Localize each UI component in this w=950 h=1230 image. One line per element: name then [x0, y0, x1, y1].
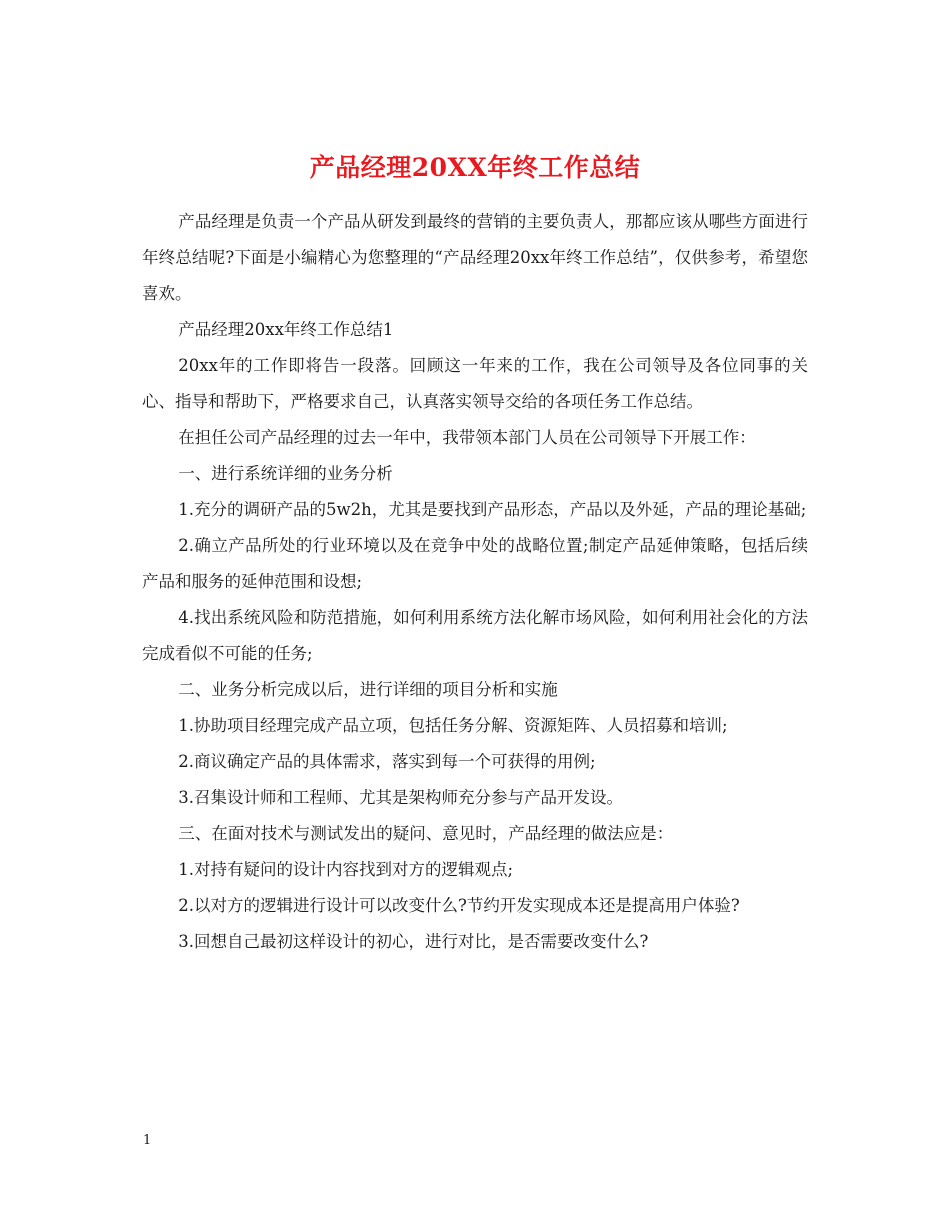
paragraph-intro: 产品经理是负责一个产品从研发到最终的营销的主要负责人，那都应该从哪些方面进行年终总结呢?下面是小编精心为您整理的“产品经理20xx年终工作总结”，仅供参考，希望您喜欢。 — [142, 212, 808, 303]
list-heading: 二、业务分析完成以后，进行详细的项目分析和实施 — [178, 680, 558, 699]
list-item: 3.回想自己最初这样设计的初心，进行对比，是否需要改变什么? — [178, 932, 649, 951]
section-heading: 产品经理20xx年终工作总结1 — [178, 320, 394, 339]
list-heading: 一、进行系统详细的业务分析 — [178, 464, 393, 483]
list-item: 1.充分的调研产品的5w2h，尤其是要找到产品形态，产品以及外延，产品的理论基础; — [178, 500, 807, 519]
document-title: 产品经理20XX年终工作总结 — [309, 152, 641, 182]
document-body — [142, 204, 808, 960]
list-heading: 三、在面对技术与测试发出的疑问、意见时，产品经理的做法应是： — [178, 824, 674, 843]
list-item: 2.确立产品所处的行业环境以及在竞争中处的战略位置;制定产品延伸策略，包括后续产品和服务的延伸范围和设想; — [142, 536, 808, 591]
list-item: 3.召集设计师和工程师、尤其是架构师充分参与产品开发设。 — [178, 788, 624, 807]
page-number: 1 — [143, 1133, 152, 1148]
list-item: 2.以对方的逻辑进行设计可以改变什么?节约开发实现成本还是提高用户体验? — [178, 896, 740, 915]
list-item: 1.协助项目经理完成产品立项，包括任务分解、资源矩阵、人员招募和培训; — [178, 716, 728, 735]
list-item: 1.对持有疑问的设计内容找到对方的逻辑观点; — [178, 860, 514, 879]
list-item: 2.商议确定产品的具体需求，落实到每一个可获得的用例; — [178, 752, 596, 771]
list-item: 4.找出系统风险和防范措施，如何利用系统方法化解市场风险，如何利用社会化的方法完成看似不可能的任务; — [142, 608, 808, 663]
paragraph: 20xx年的工作即将告一段落。回顾这一年来的工作，我在公司领导及各位同事的关心、指导和帮助下，严格要求自己，认真落实领导交给的各项任务工作总结。 — [142, 356, 808, 411]
paragraph: 在担任公司产品经理的过去一年中，我带领本部门人员在公司领导下开展工作： — [178, 428, 756, 447]
